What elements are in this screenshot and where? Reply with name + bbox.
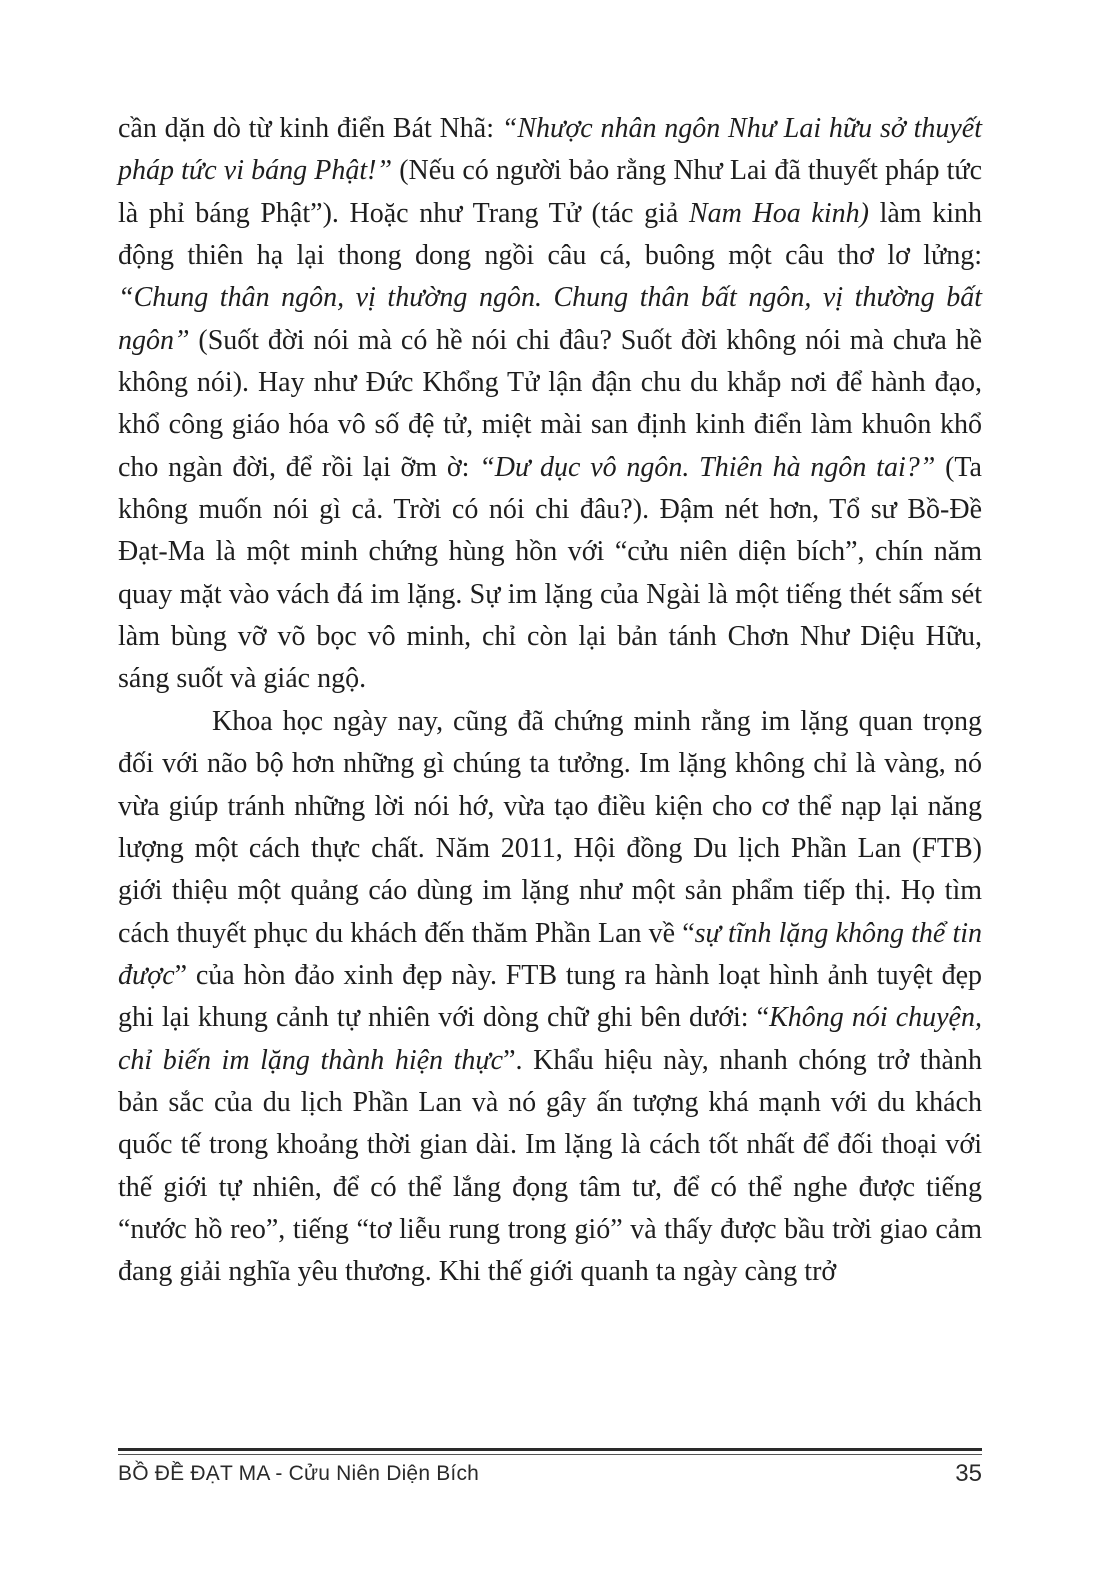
text-run: ”. Khẩu hiệu này, nhanh chóng trở thành bản sắc của du lịch Phần Lan và nó gây ấn tượng khá mạnh với du khách quốc tế trong khoảng thời gian dài. Im lặng là cách tốt nhất để đối thoại với thế giới tự nhiên, để có thể lắng đọng tâm tư, để có thể nghe được tiếng “nước hồ reo”, tiếng “tơ liễu rung trong gió” và thấy được bầu trời giao cảm đang giải nghĩa yêu thương. Khi thế giới quanh ta ngày càng trở — [118, 1044, 982, 1288]
italic-phrase: sự tĩnh lặng không thể tin được — [118, 917, 983, 991]
paragraph-1 — [118, 108, 982, 701]
footer-rule-thick — [118, 1448, 982, 1451]
paragraph-2 — [118, 701, 982, 1294]
text-run: (Nếu có người bảo rằng Như Lai đã thuyết pháp tức là phỉ báng Phật”). Hoặc như Trang Tử (tác giả — [118, 155, 983, 229]
page-number: 35 — [955, 1460, 982, 1487]
text-run: làm kinh động thiên hạ lại thong dong ngồi câu cá, buông một câu thơ lơ lửng: — [118, 197, 982, 272]
body-text — [118, 108, 982, 1294]
italic-quote: “Nhược nhân ngôn Như Lai hữu sở thuyết pháp tức vi báng Phật!” — [118, 113, 982, 187]
text-run: (Ta không muốn nói gì cả. Trời có nói chi đâu?). Đậm nét hơn, Tổ sư Bồ-Đề Đạt-Ma là một minh chứng hùng hồn với “cửu niên diện bích”, chín năm quay mặt vào vách đá im lặng. Sự im lặng của Ngài là một tiếng thét sấm sét làm bùng vỡ võ bọc vô minh, chỉ còn lại bản tánh Chơn Như Diệu Hữu, sáng suốt và giác ngộ. — [118, 451, 982, 695]
text-run: ” của hòn đảo xinh đẹp này. FTB tung ra hành loạt hình ảnh tuyệt đẹp ghi lại khung cảnh tự nhiên với dòng chữ ghi bên dưới: “ — [118, 959, 982, 1034]
text-run: cần dặn dò từ kinh điển Bát Nhã: — [118, 113, 502, 144]
italic-quote: “Chung thân ngôn, vị thường ngôn. Chung thân bất ngôn, vị thường bất ngôn” — [118, 282, 982, 356]
text-run: Khoa học ngày nay, cũng đã chứng minh rằng im lặng quan trọng đối với não bộ hơn những gì chúng ta tưởng. Im lặng không chỉ là vàng, nó vừa giúp tránh những lời nói hớ, vừa tạo điều kiện cho cơ thể nạp lại năng lượng một cách thực chất. Năm 2011, Hội đồng Du lịch Phần Lan (FTB) giới thiệu một quảng cáo dùng im lặng như một sản phẩm tiếp thị. Họ tìm cách thuyết phục du khách đến thăm Phần Lan về “ — [118, 705, 982, 949]
italic-quote: “Dư dục vô ngôn. Thiên hà ngôn tai?” — [479, 451, 936, 483]
italic-slogan: Không nói chuyện, chỉ biến im lặng thành hiện thực — [118, 1002, 982, 1076]
text-run: (Suốt đời nói mà có hề nói chi đâu? Suốt đời không nói mà chưa hề không nói). Hay như Đức Khổng Tử lận đận chu du khắp nơi để hành đạo, khổ công giáo hóa vô số đệ tử, miệt mài san định kinh điển làm khuôn khổ cho ngàn đời, để rồi lại ỡm ờ: — [118, 324, 982, 483]
italic-book-title: Nam Hoa kinh) — [688, 197, 869, 229]
running-footer-title: BỒ ĐỀ ĐẠT MA - Cửu Niên Diện Bích — [118, 1462, 480, 1485]
footer-rule-thin — [118, 1454, 982, 1455]
